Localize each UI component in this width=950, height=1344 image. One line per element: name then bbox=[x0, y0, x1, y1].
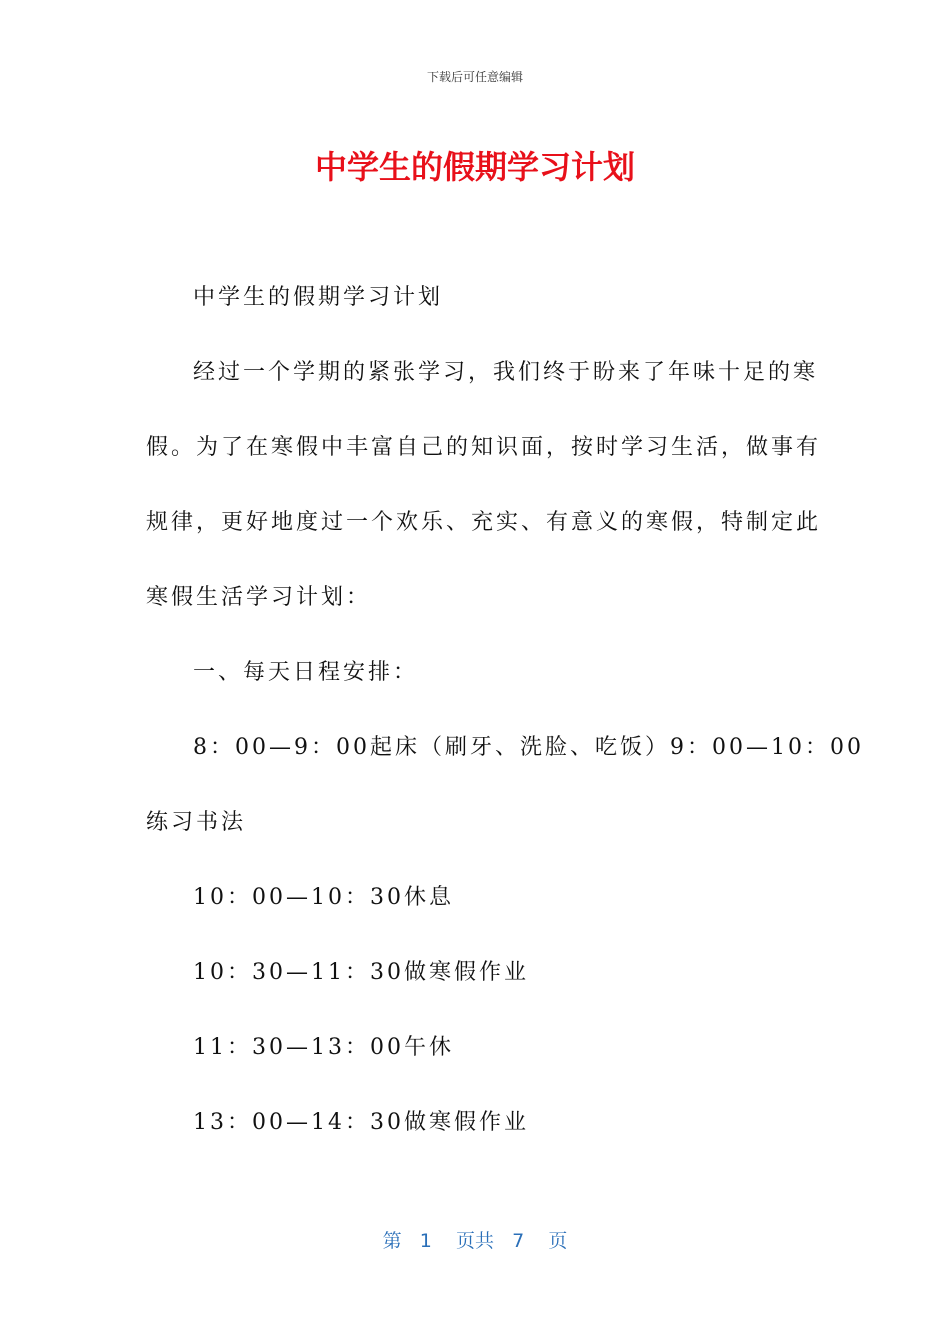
paragraph-line: 寒假生活学习计划： bbox=[146, 585, 372, 610]
document-title: 中学生的假期学习计划 bbox=[314, 148, 635, 186]
paragraph-line-subtitle: 中学生的假期学习计划 bbox=[193, 285, 444, 310]
page-footer bbox=[0, 1226, 950, 1253]
schedule-line: 10：30—11：30做寒假作业 bbox=[193, 960, 529, 985]
section-heading: 一、每天日程安排： bbox=[193, 660, 419, 685]
schedule-line: 11：30—13：00午休 bbox=[193, 1035, 454, 1060]
footer-prefix: 第 bbox=[382, 1230, 402, 1252]
footer-suffix: 页 bbox=[548, 1230, 568, 1252]
paragraph-line: 假。为了在寒假中丰富自己的知识面，按时学习生活，做事有 bbox=[146, 435, 822, 460]
footer-total-pages: 7 bbox=[512, 1230, 525, 1252]
schedule-line: 练习书法 bbox=[146, 810, 247, 835]
paragraph-line: 经过一个学期的紧张学习，我们终于盼来了年味十足的寒 bbox=[193, 360, 819, 385]
footer-middle: 页共 bbox=[455, 1230, 494, 1252]
footer-current-page: 1 bbox=[419, 1230, 432, 1252]
schedule-line: 13：00—14：30做寒假作业 bbox=[193, 1110, 529, 1135]
paragraph-line: 规律，更好地度过一个欢乐、充实、有意义的寒假，特制定此 bbox=[146, 510, 822, 535]
header-note: 下载后可任意编辑 bbox=[426, 70, 523, 84]
schedule-line: 10：00—10：30休息 bbox=[193, 885, 454, 910]
schedule-line: 8：00—9：00起床（刷牙、洗脸、吃饭）9：00—10：00 bbox=[193, 735, 864, 760]
document-body bbox=[146, 260, 864, 1160]
